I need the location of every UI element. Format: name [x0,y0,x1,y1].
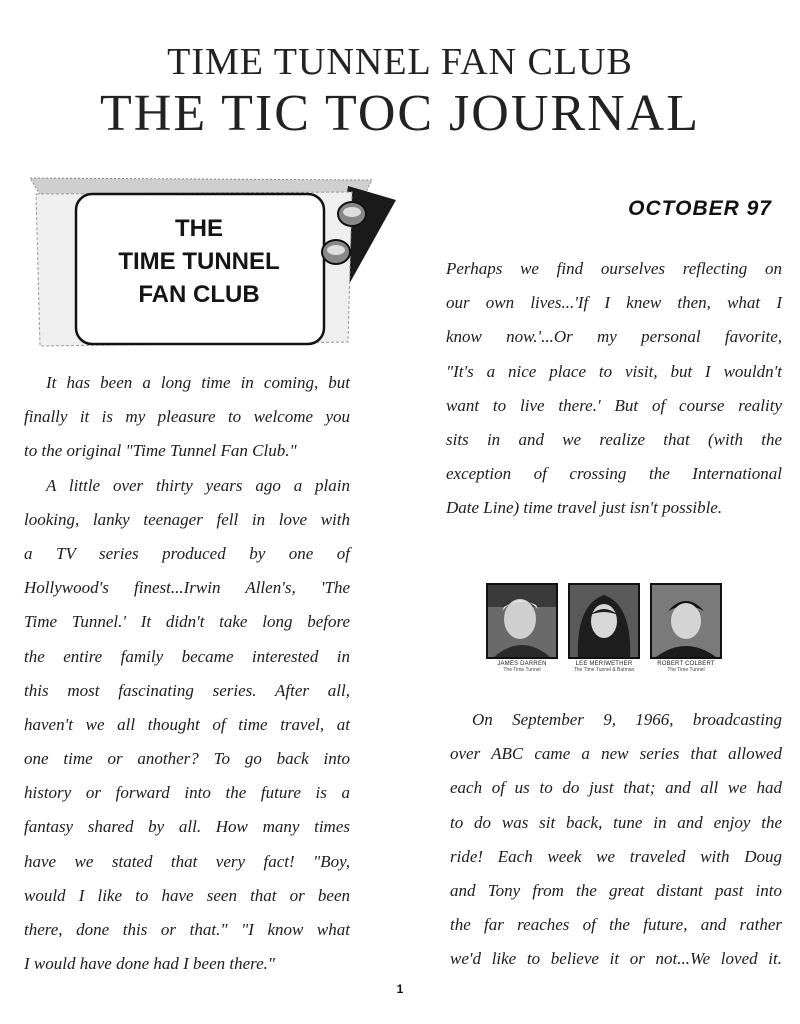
text-line: finally it is my pleasure to welcome you [24,407,350,427]
photo-caption: JAMES DARREN [497,661,547,667]
journal-title: THE TIC TOC JOURNAL [100,85,700,142]
fan-club-logo [22,172,402,357]
text-line: Perhaps we find ourselves reflecting on [446,259,782,278]
text-line: "It's a nice place to visit, but I wouldn't [446,361,782,381]
photo-subcaption: The Time Tunnel & Batman [573,667,635,673]
text-line: there, done this or that." "I know what [24,920,350,939]
portrait-image [650,583,722,659]
text-line: over ABC came a new series that allowed [450,744,782,764]
photo-caption: ROBERT COLBERT [657,661,715,667]
text-line: A little over thirty years ago a plain [46,475,350,495]
text-line: and Tony from the great distant past into [450,880,782,900]
text-line: each of us to do just that; and all we had [450,778,782,798]
text-line: On September 9, 1966, broadcasting [472,710,782,729]
text-line: a TV series produced by one of [24,543,350,563]
logo-line: TIME TUNNEL [118,248,280,275]
text-line: sits in and we realize that (with the [446,429,782,449]
right-column-top-text [446,252,782,526]
text-line: one time or another? To go back into [24,749,350,769]
cast-photos [486,583,726,683]
text-line: haven't we all thought of time travel, at [24,714,350,734]
text-line: Time Tunnel.' It didn't take long before [24,612,350,632]
cast-photo [650,583,722,673]
text-line: ride! Each week we traveled with Doug [450,846,782,866]
logo-line: THE [175,215,223,242]
text-line: It has been a long time in coming, but [46,373,350,392]
text-line: to the original "Time Tunnel Fan Club." [24,441,297,461]
photo-caption: LEE MERIWETHER [575,661,633,667]
text-line: the entire family became interested in [24,646,350,666]
text-line: I would have done had I been there." [24,954,276,974]
text-line: looking, lanky teenager fell in love with [24,509,350,529]
text-line: this most fascinating series. After all, [24,680,350,700]
portrait-image [568,583,640,659]
text-line: fantasy shared by all. How many times [24,817,350,837]
club-title: TIME TUNNEL FAN CLUB [167,41,633,83]
right-column-bottom-text [450,703,782,977]
text-line: know now.'...Or my personal favorite, [446,327,782,347]
text-line: exception of crossing the International [446,464,782,484]
text-line: have we stated that very fact! "Boy, [24,851,350,871]
text-line: to do was sit back, tune in and enjoy the [450,812,782,832]
left-column-text [24,366,350,981]
photo-subcaption: The Time Tunnel [503,667,541,673]
text-line: Hollywood's finest...Irwin Allen's, 'The [24,578,350,598]
text-line: want to live there.' But of course reality [446,395,782,415]
cast-photo [568,583,640,673]
portrait-image [486,583,558,659]
logo-line: FAN CLUB [138,281,260,308]
text-line: the far reaches of the future, and rather [450,915,782,935]
issue-date: OCTOBER 97 [628,197,772,220]
page-number: 1 [396,982,404,996]
text-line: Date Line) time travel just isn't possible. [446,498,723,518]
cast-photo [486,583,558,673]
text-line: would I like to have seen that or been [24,885,350,905]
photo-subcaption: The Time Tunnel [667,667,705,673]
text-line: our own lives...'If I knew then, what I [446,293,782,313]
text-line: history or forward into the future is a [24,783,350,803]
logo-text [88,212,310,311]
text-line: we'd like to believe it or not...We loved it. [450,949,782,969]
